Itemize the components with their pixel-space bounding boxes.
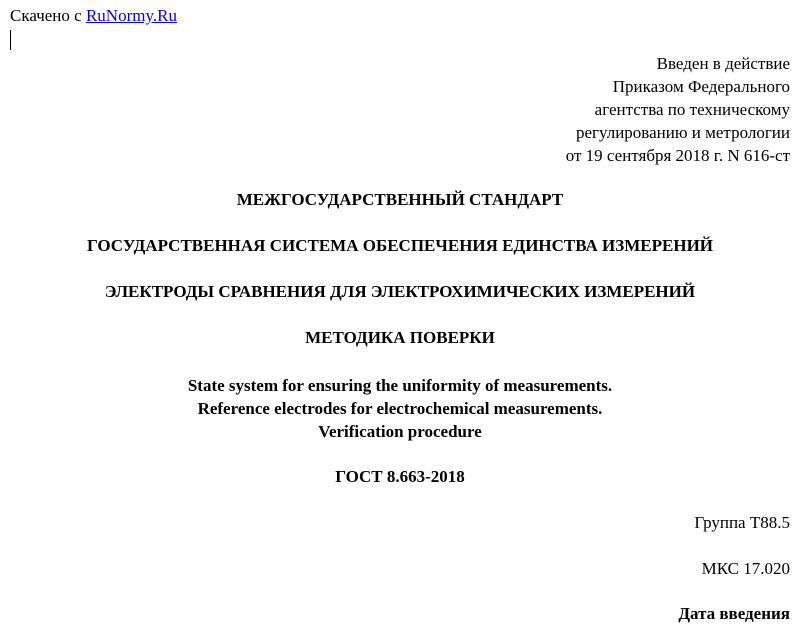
classification-group: Группа Т88.5 [694, 513, 790, 532]
adoption-line: регулированию и метрологии [575, 123, 790, 142]
adoption-line: Приказом Федерального [612, 77, 790, 96]
text-cursor [10, 30, 11, 50]
source-prefix: Скачено с [10, 6, 86, 25]
english-title [0, 374, 800, 443]
mks-code: МКС 17.020 [701, 559, 790, 578]
adoption-line: Введен в действие [656, 54, 790, 73]
english-title-line: State system for ensuring the uniformity of measurements. [187, 376, 613, 395]
subject-heading: ЭЛЕКТРОДЫ СРАВНЕНИЯ ДЛЯ ЭЛЕКТРОХИМИЧЕСКИХ ИЗМЕРЕНИЙ [104, 282, 696, 301]
standard-type-heading: МЕЖГОСУДАРСТВЕННЫЙ СТАНДАРТ [236, 190, 564, 209]
source-line [10, 6, 177, 26]
intro-date-label: Дата введения [678, 604, 790, 623]
gost-designation: ГОСТ 8.663-2018 [335, 467, 465, 486]
english-title-line: Verification procedure [318, 422, 482, 441]
method-heading: МЕТОДИКА ПОВЕРКИ [305, 328, 495, 347]
adoption-block [566, 52, 790, 167]
system-heading: ГОСУДАРСТВЕННАЯ СИСТЕМА ОБЕСПЕЧЕНИЯ ЕДИНСТВА ИЗМЕРЕНИЙ [86, 236, 714, 255]
source-link[interactable]: RuNormy.Ru [85, 6, 177, 25]
adoption-line: от 19 сентября 2018 г. N 616-ст [565, 146, 790, 165]
english-title-line: Reference electrodes for electrochemical measurements. [197, 399, 603, 418]
adoption-line: агентства по техническому [594, 100, 790, 119]
